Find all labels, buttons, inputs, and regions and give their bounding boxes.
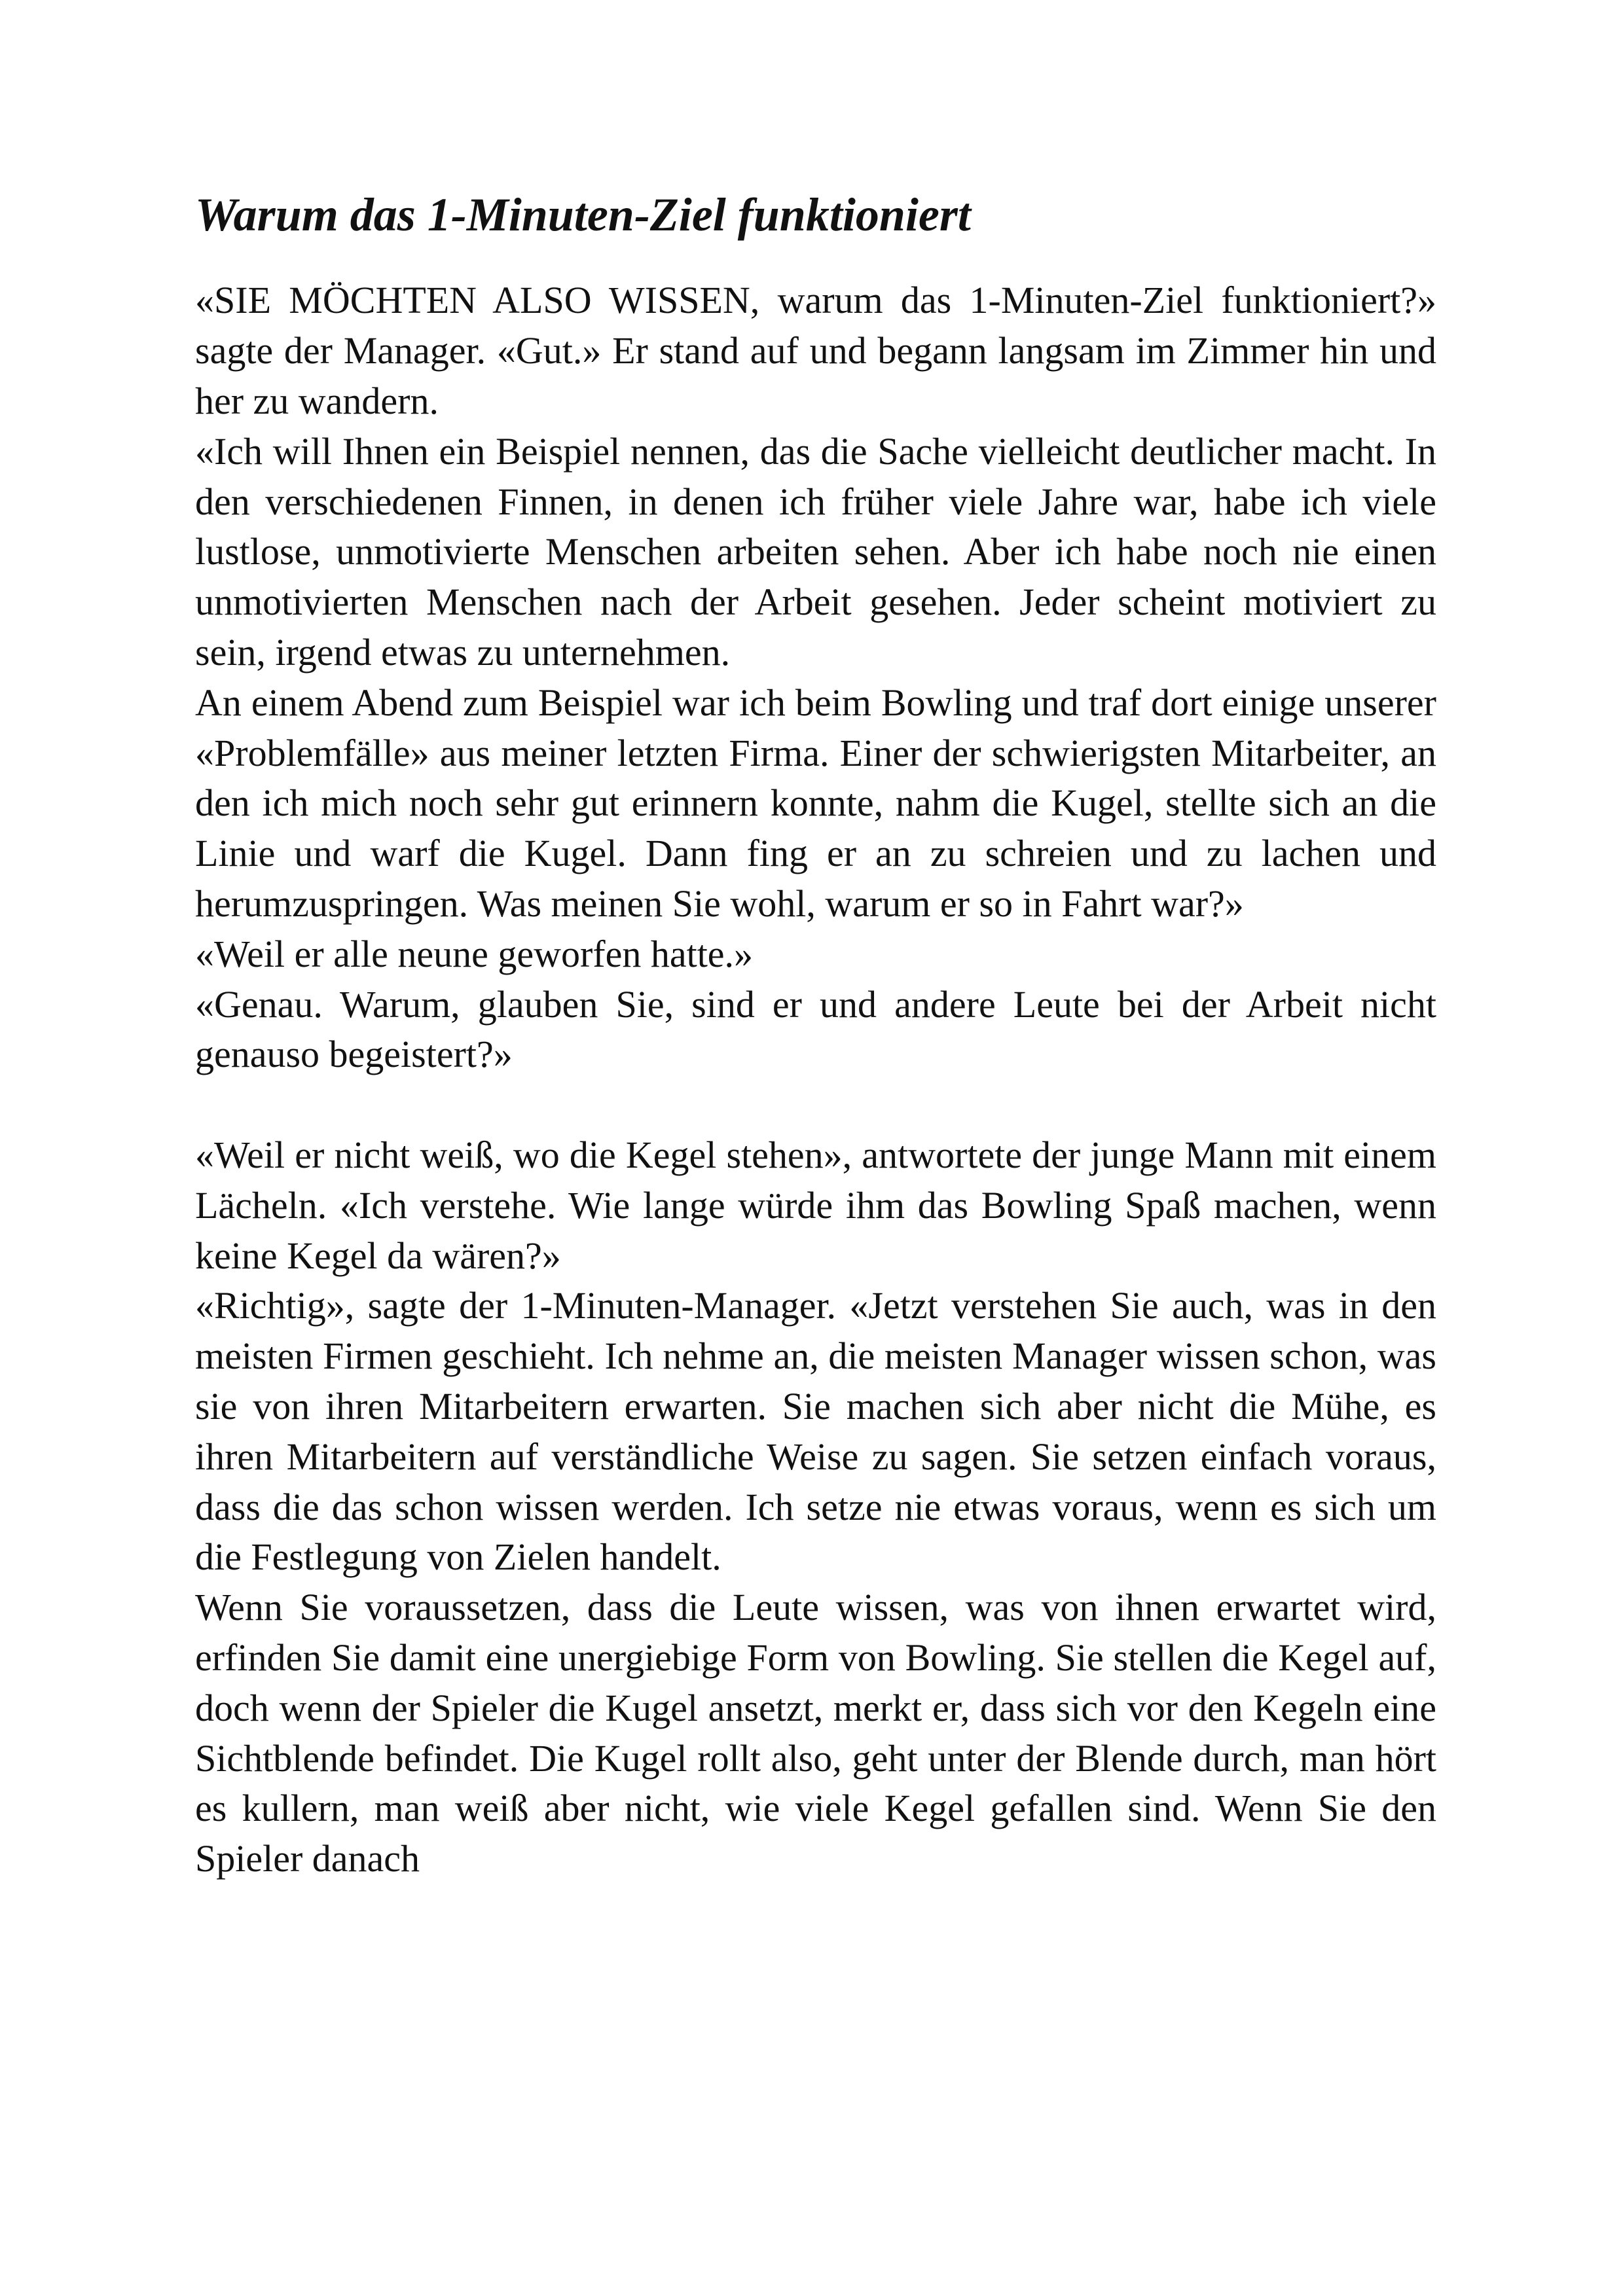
page-title: Warum das 1-Minuten-Ziel funktioniert xyxy=(195,188,971,241)
paragraph: «Genau. Warum, glauben Sie, sind er und andere Leute bei der Arbeit nicht genauso begeistert?» xyxy=(195,982,1436,1076)
paragraph: An einem Abend zum Beispiel war ich beim Bowling und traf dort einige unserer «Problemfälle» aus meiner letzten Firma. Einer der schwierigsten Mitarbeiter, an den ich mich noch sehr gut erinnern konnte, nahm die Kugel, stellte sich an die Linie und warf die Kugel. Dann fing er an zu schreien und zu lachen und herumzuspringen. Was meinen Sie wohl, warum er so in Fahrt war?» xyxy=(195,681,1436,925)
paragraph: «Ich will Ihnen ein Beispiel nennen, das die Sache vielleicht deutlicher macht. In den verschiedenen Finnen, in denen ich früher viele Jahre war, habe ich viele lustlose, unmotivierte Menschen arbeiten sehen. Aber ich habe noch nie einen unmotivierten Menschen nach der Arbeit gesehen. Jeder scheint motiviert zu sein, irgend etwas zu unternehmen. xyxy=(195,429,1436,673)
paragraph: Wenn Sie voraussetzen, dass die Leute wissen, was von ihnen erwartet wird, erfinden Sie damit eine unergiebige Form von Bowling. Sie stellen die Kegel auf, doch wenn der Spieler die Kugel ansetzt, merkt er, dass sich vor den Kegeln eine Sichtblende befindet. Die Kugel rollt also, geht unter der Blende durch, man hört es kullern, man weiß aber nicht, wie viele Kegel gefallen sind. Wenn Sie den Spieler danach xyxy=(195,1586,1436,1880)
document-page xyxy=(195,187,1436,1884)
paragraph: «Richtig», sagte der 1-Minuten-Manager. «Jetzt verstehen Sie auch, was in den meisten Firmen geschieht. Ich nehme an, die meisten Manager wissen schon, was sie von ihren Mitarbeitern erwarten. Sie machen sich aber nicht die Mühe, es ihren Mitarbeitern auf verständliche Weise zu sagen. Sie setzen einfach voraus, dass die das schon wissen werden. Ich setze nie etwas voraus, wenn es sich um die Festlegung von Zielen handelt. xyxy=(195,1284,1436,1579)
paragraph: «Weil er nicht weiß, wo die Kegel stehen», antwortete der junge Mann mit einem Lächeln. «Ich verstehe. Wie lange würde ihm das Bowling Spaß machen, wenn keine Kegel da wären?» xyxy=(195,1133,1436,1277)
paragraph: «Weil er alle neune geworfen hatte.» xyxy=(195,932,754,975)
paragraph: «SIE MÖCHTEN ALSO WISSEN, warum das 1-Minuten-Ziel funktioniert?» sagte der Manager. «Gut.» Er stand auf und begann langsam im Zimmer hin und her zu wandern. xyxy=(195,279,1436,422)
